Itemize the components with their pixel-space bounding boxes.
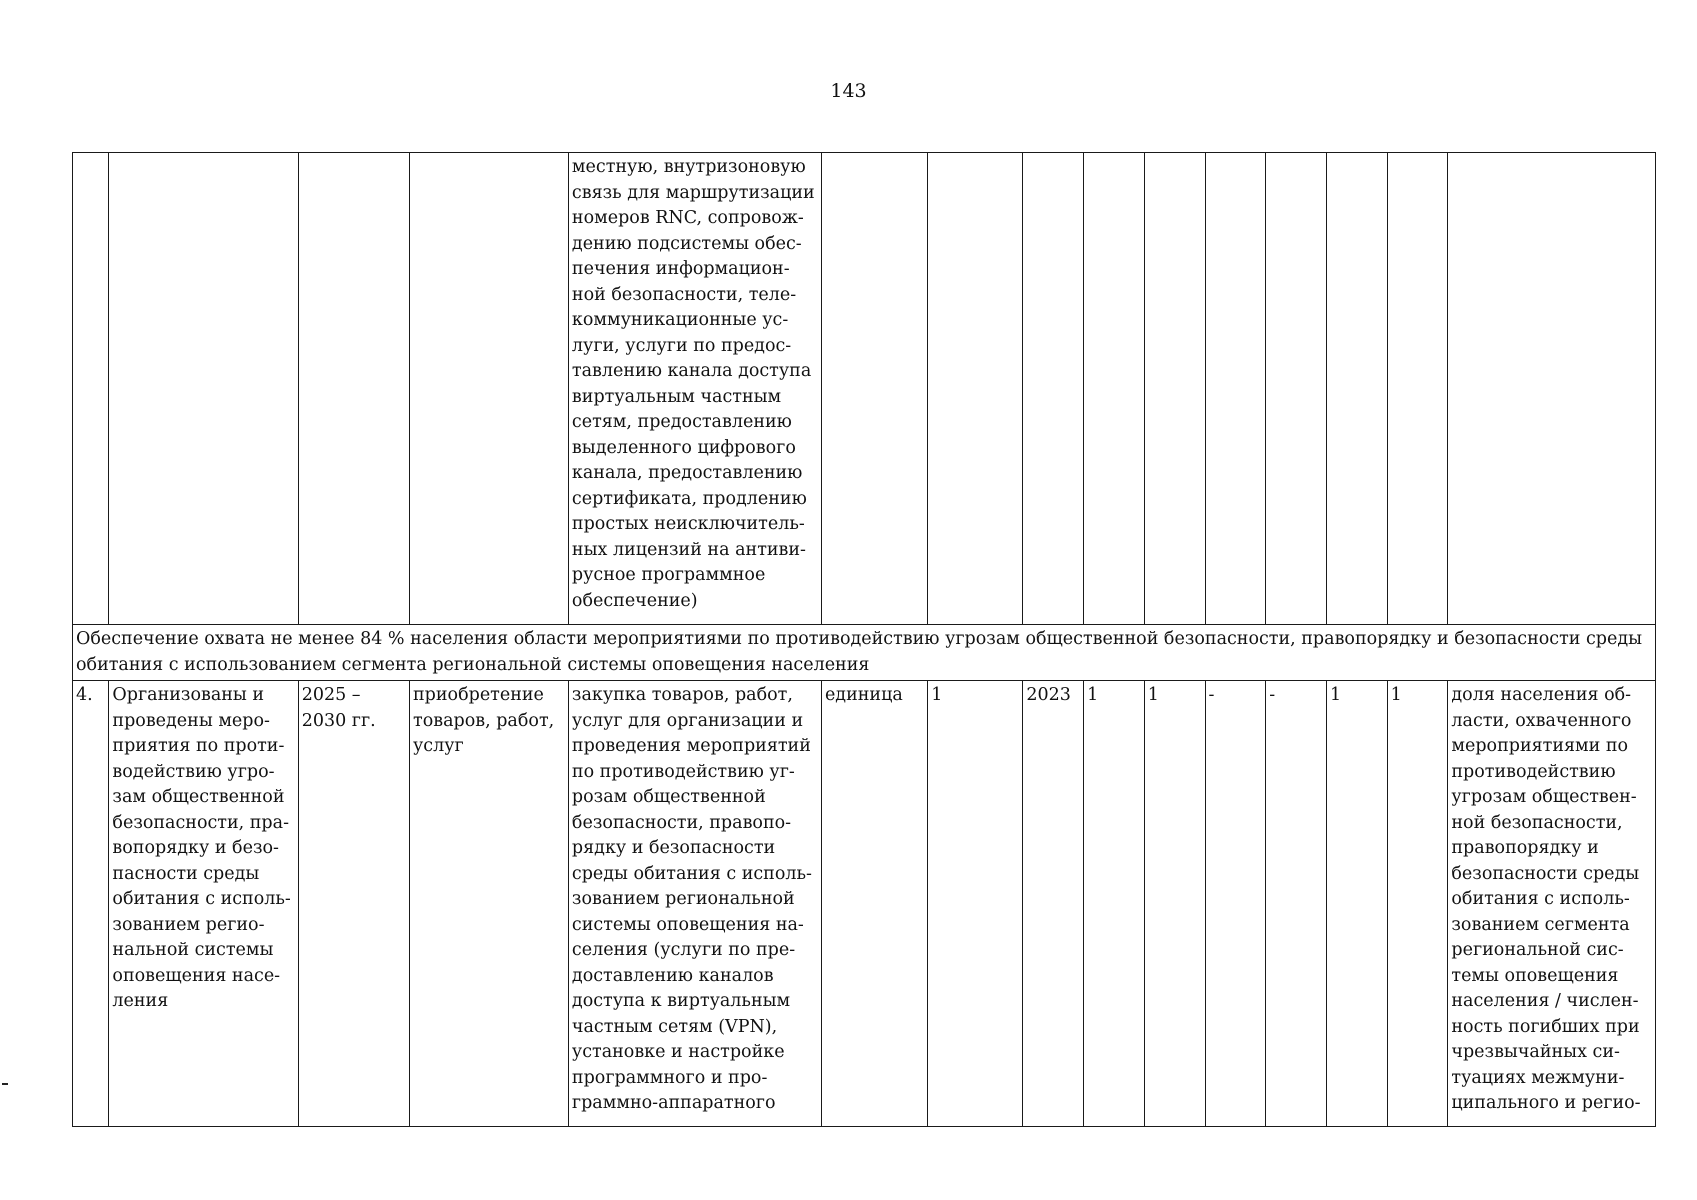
text-line: водействию угро- <box>112 761 275 782</box>
text-line: пасности среды <box>112 863 260 884</box>
text-line: частным сетям (VPN), <box>571 1016 778 1037</box>
cont-cell-year-5 <box>1326 153 1387 625</box>
item-year-value-5: 1 <box>1326 681 1387 1127</box>
cont-cell-year-3 <box>1205 153 1266 625</box>
text-line: правопорядку и <box>1451 838 1599 858</box>
cont-description-lines <box>572 155 818 614</box>
text-line: обеспечение) <box>571 590 698 611</box>
text-line: выделенного цифрового <box>571 437 796 458</box>
text-line: противодействию <box>1451 761 1616 782</box>
text-line: ласти, охваченного <box>1451 710 1632 731</box>
text-line: обитания с исполь- <box>1451 889 1630 909</box>
item-row-4 <box>73 681 1656 1127</box>
item-unit: единица <box>821 681 927 1127</box>
section-header-row <box>73 625 1656 681</box>
text-line: рядку и безопасности <box>571 838 776 858</box>
text-line: услуг для организации и <box>571 710 804 731</box>
text-line: дению подсистемы обес- <box>571 233 802 254</box>
text-line: связь для маршрутизации <box>571 182 815 203</box>
text-line: тавлению канала доступа <box>571 361 812 381</box>
text-line: среды обитания с исполь- <box>571 863 812 884</box>
cont-cell-indicator <box>1448 153 1656 625</box>
item-base-value: 1 <box>928 681 1023 1127</box>
text-line: установке и настройке <box>571 1042 785 1062</box>
text-line: виртуальным частным <box>571 386 782 407</box>
text-line: приобретение <box>413 685 544 705</box>
text-line: местную, внутризоновую <box>571 157 806 177</box>
text-line: 2030 гг. <box>301 710 376 731</box>
text-line: по противодействию уг- <box>571 761 795 782</box>
item-year-value-2: 1 <box>1144 681 1205 1127</box>
text-line: товаров, работ, <box>413 710 555 731</box>
text-line: обитания с использованием сегмента региональной системы оповещения населения <box>76 654 870 675</box>
text-line: региональной сис- <box>1451 940 1624 960</box>
text-line: ления <box>112 991 169 1011</box>
text-line: вопорядку и безо- <box>112 838 279 858</box>
text-line: безопасности, правопо- <box>571 812 792 833</box>
text-line: зованием сегмента <box>1451 914 1630 935</box>
text-line: безопасности, пра- <box>112 812 289 833</box>
text-line: программного и про- <box>571 1067 768 1088</box>
text-line: доля населения об- <box>1451 685 1632 705</box>
text-line: услуг <box>413 736 464 756</box>
text-line: Организованы и <box>112 685 265 705</box>
item-period-lines <box>302 683 406 734</box>
item-description-lines <box>572 683 818 1117</box>
item-indicator <box>1448 681 1656 1127</box>
text-line: проведены меро- <box>112 710 270 731</box>
text-line: селения (услуги по пре- <box>571 940 796 960</box>
cont-cell-base-value <box>928 153 1023 625</box>
text-line: туациях межмуни- <box>1451 1067 1625 1088</box>
text-line: 2025 – <box>301 685 361 705</box>
section-header-cell <box>73 625 1656 681</box>
text-line: граммно-аппаратного <box>571 1093 776 1113</box>
text-line: сертификата, продлению <box>571 488 807 509</box>
text-line: населения / числен- <box>1451 991 1639 1011</box>
item-number: 4. <box>73 681 109 1127</box>
text-line: угрозам обществен- <box>1451 787 1637 807</box>
text-line: простых неисключитель- <box>571 514 805 534</box>
cont-cell-result <box>109 153 298 625</box>
text-line: зам общественной <box>112 787 285 807</box>
item-result <box>109 681 298 1127</box>
text-line: зованием региональной <box>571 889 795 909</box>
page-number: 143 <box>830 80 867 102</box>
text-line: доступа к виртуальным <box>571 991 791 1011</box>
section-header-text <box>76 627 1652 678</box>
text-line: доставлению каналов <box>571 965 774 986</box>
cont-cell-year-6 <box>1387 153 1448 625</box>
continuation-row <box>73 153 1656 625</box>
text-line: проведения мероприятий <box>571 736 811 756</box>
item-type-lines <box>413 683 565 760</box>
cont-cell-year-4 <box>1266 153 1327 625</box>
text-line: зованием регио- <box>112 914 265 935</box>
text-line: чрезвычайных си- <box>1451 1042 1620 1062</box>
text-line: ной безопасности, теле- <box>571 284 797 305</box>
item-description <box>568 681 821 1127</box>
text-line: приятия по проти- <box>112 736 285 756</box>
cont-cell-type <box>410 153 569 625</box>
text-line: ной безопасности, <box>1451 812 1623 833</box>
item-result-lines <box>112 683 294 1015</box>
text-line: оповещения насе- <box>112 965 281 986</box>
item-year-value-1: 1 <box>1084 681 1145 1127</box>
item-period <box>298 681 409 1127</box>
text-line: Обеспечение охвата не менее 84 % населения области мероприятиями по противодействию угрозам общественной безопасности, правопорядку и безопасности среды <box>76 629 1643 649</box>
item-indicator-lines <box>1451 683 1652 1117</box>
item-base-year: 2023 <box>1023 681 1084 1127</box>
text-line: канала, предоставлению <box>571 463 803 483</box>
item-year-value-4: - <box>1266 681 1327 1127</box>
cont-cell-number <box>73 153 109 625</box>
text-line: безопасности среды <box>1451 863 1640 884</box>
text-line: ных лицензий на антиви- <box>571 539 806 560</box>
item-type <box>410 681 569 1127</box>
text-line: печения информацион- <box>571 259 790 279</box>
cont-cell-description <box>568 153 821 625</box>
item-year-value-6: 1 <box>1387 681 1448 1127</box>
text-line: ность погибших при <box>1451 1016 1640 1037</box>
cont-cell-year-1 <box>1084 153 1145 625</box>
text-line: луги, услуги по предос- <box>571 335 792 356</box>
text-line: темы оповещения <box>1451 965 1619 986</box>
measures-table <box>72 152 1656 1127</box>
item-year-value-3: - <box>1205 681 1266 1127</box>
scan-margin-mark <box>2 1083 8 1085</box>
text-line: системы оповещения на- <box>571 914 804 935</box>
text-line: мероприятиями по <box>1451 736 1629 756</box>
text-line: обитания с исполь- <box>112 889 291 909</box>
cont-cell-period <box>298 153 409 625</box>
cont-cell-base-year <box>1023 153 1084 625</box>
text-line: номеров RNC, сопровож- <box>571 208 804 228</box>
cont-cell-year-2 <box>1144 153 1205 625</box>
text-line: розам общественной <box>571 787 766 807</box>
text-line: закупка товаров, работ, <box>571 685 793 705</box>
cont-cell-unit <box>821 153 927 625</box>
text-line: коммуникационные ус- <box>571 310 789 330</box>
text-line: ципального и регио- <box>1451 1093 1641 1113</box>
text-line: сетям, предоставлению <box>571 412 792 432</box>
text-line: русное программное <box>571 565 766 585</box>
text-line: нальной системы <box>112 940 274 960</box>
